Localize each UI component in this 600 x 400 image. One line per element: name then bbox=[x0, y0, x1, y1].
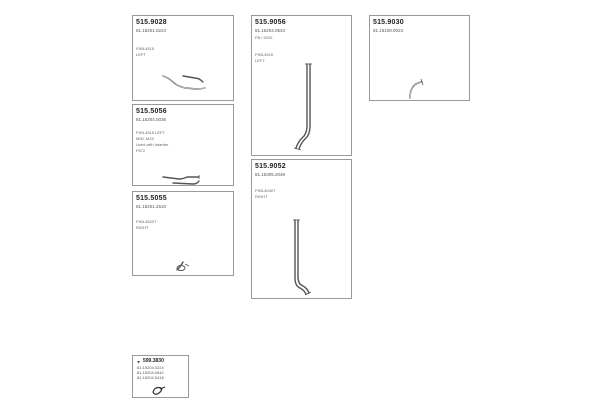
side-label: LEFT bbox=[136, 52, 146, 57]
part-reference: 81.15109.0023 bbox=[373, 28, 404, 33]
pipe-drawing bbox=[370, 16, 471, 102]
part-number: 515.5055 bbox=[136, 195, 167, 202]
part-number: 515.9052 bbox=[255, 163, 286, 170]
part-card-515-5056[interactable] bbox=[132, 104, 234, 186]
kit-number: 599.3830 bbox=[143, 358, 164, 364]
spec-line: F90L4040T bbox=[255, 188, 276, 193]
part-card-515-9030[interactable] bbox=[369, 15, 470, 101]
pipe-drawing bbox=[133, 16, 235, 102]
usage-note: Used with Intarder bbox=[136, 142, 169, 147]
part-reference: 81.15204.0036 bbox=[136, 117, 167, 122]
pipe-drawing bbox=[252, 16, 353, 157]
side-label: RIGHT bbox=[255, 194, 268, 199]
pipe-drawing bbox=[252, 160, 353, 300]
part-card-515-9056[interactable] bbox=[251, 15, 352, 156]
fitment-tag: FB / 2010 bbox=[255, 35, 273, 40]
part-number: 515.9056 bbox=[255, 19, 286, 26]
spec-line: F90L4820T bbox=[136, 219, 157, 224]
part-card-515-5055[interactable] bbox=[132, 191, 234, 276]
side-label: RIGHT bbox=[136, 225, 149, 230]
pipe-drawing bbox=[133, 192, 235, 277]
spec-line: F90L4515 bbox=[255, 52, 274, 57]
code-line: F572 bbox=[136, 148, 146, 153]
kit-ref: 81.15204.0224 bbox=[137, 365, 164, 370]
part-card-515-9052[interactable] bbox=[251, 159, 352, 299]
part-number: 515.9030 bbox=[373, 19, 404, 26]
part-reference: 81.15204.0543 bbox=[255, 28, 286, 33]
pipe-drawing bbox=[133, 105, 235, 187]
part-reference: 81.15305.2049 bbox=[255, 172, 286, 177]
side-label: LEFT bbox=[255, 58, 265, 63]
part-reference: 81.15201.2510 bbox=[136, 204, 167, 209]
clamp-drawing bbox=[133, 356, 190, 399]
part-number: 515.5056 bbox=[136, 108, 167, 115]
part-number: 515.9028 bbox=[136, 19, 167, 26]
spec-line: F90L4515 LEFT bbox=[136, 130, 165, 135]
part-reference: 81.15201.0224 bbox=[136, 28, 167, 33]
spec-line: F90L4515 bbox=[136, 46, 155, 51]
kit-card-599-3830[interactable] bbox=[132, 355, 189, 398]
part-card-515-9028[interactable] bbox=[132, 15, 234, 101]
model-line: M90, M15 bbox=[136, 136, 154, 141]
kit-ref: 81.15204.5418 bbox=[137, 375, 164, 380]
kit-ref: 81.15204.0542 bbox=[137, 370, 164, 375]
